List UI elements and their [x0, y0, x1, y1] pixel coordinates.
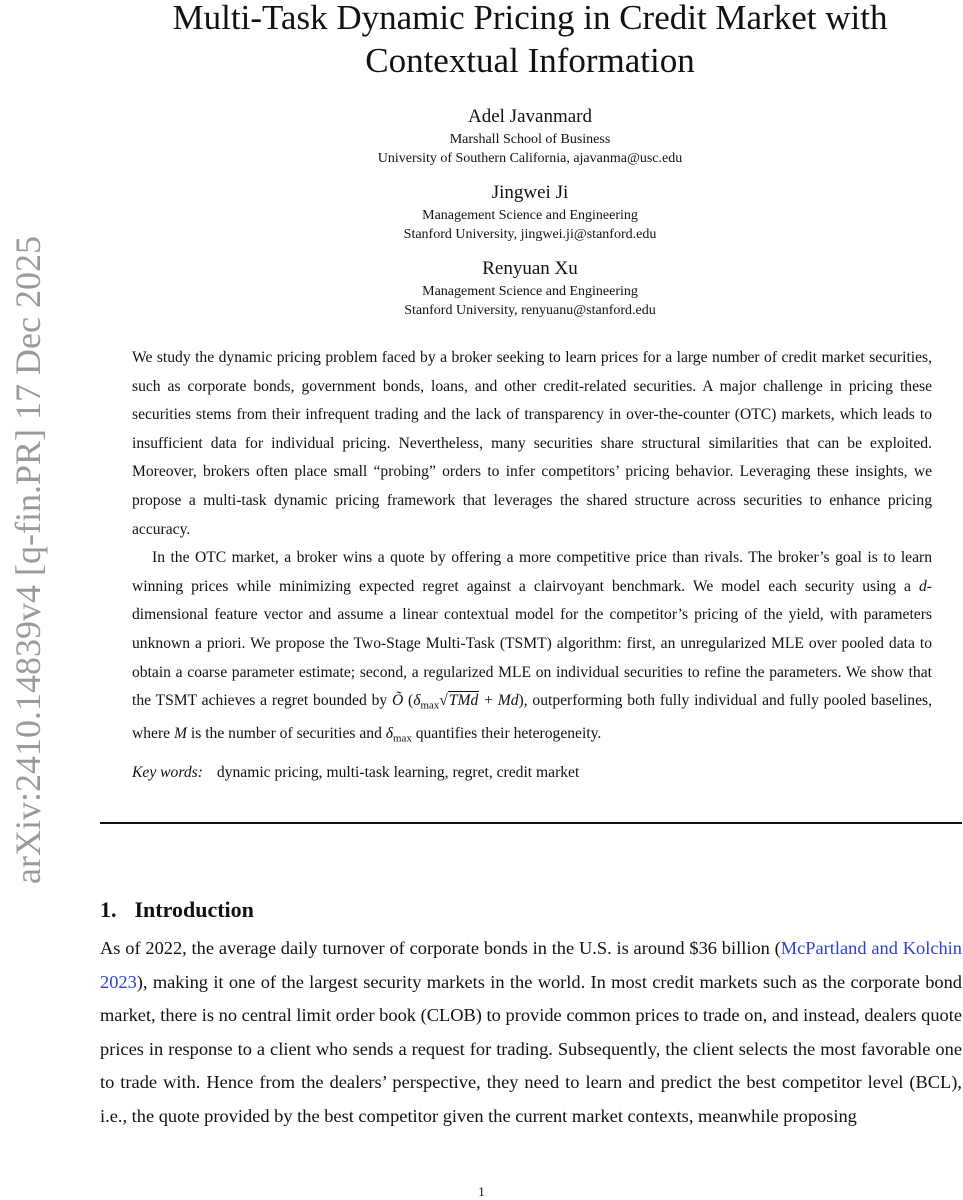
introduction-body [100, 932, 962, 1134]
keywords-label: Key words: [132, 763, 203, 781]
regret-bound-formula: Õ $(\delta_{max}√TMd + Md)$ [391, 692, 524, 712]
abstract-paragraph-2: In the OTC market, a broker wins a quote by offering a more competitive price than rivals. The broker’s goal is to learn winning prices while minimizing expected regret against a clairvoyant benchmark. We model each security using a d-dimensional feature vector and assume a linear contextual model for the competitor’s pricing of the yield, with parameters unknown a priori. We propose the Two-Stage Multi-Task (TSMT) algorithm: first, an unregularized MLE over pooled data to obtain a coarse parameter estimate; second, a regularized MLE on individual securities to refine the parameters. We show that the TSMT achieves a regret bounded by Õ $(\delta_{max}√TMd + Md)$, outperforming both fully individual and fully pooled baselines, where M is the number of securities and $\delta_{max}$ quantifies their heterogeneity. [132, 549, 932, 745]
author-1 [230, 104, 830, 168]
author-affiliation: Stanford University, jingwei.ji@stanford.edu [403, 227, 657, 242]
paper-title [90, 0, 963, 82]
author-name: Jingwei Ji [491, 182, 569, 203]
section-number: 1. [100, 897, 117, 922]
author-3 [230, 256, 830, 320]
title-line-1: Multi-Task Dynamic Pricing in Credit Market with [172, 0, 888, 37]
author-affiliation: Management Science and Engineering [422, 208, 638, 223]
page-number: 1 [478, 1184, 485, 1199]
title-line-2: Contextual Information [365, 41, 695, 80]
abstract-paragraph-1: We study the dynamic pricing problem faced by a broker seeking to learn prices for a large number of credit market securities, such as corporate bonds, government bonds, loans, and other credit-related securities. A major challenge in pricing these securities stems from their infrequent trading and the lack of transparency in over-the-counter (OTC) markets, which leads to insufficient data for individual pricing. Nevertheless, many securities share structural similarities that can be exploited. Moreover, brokers often place small “probing” orders to infer competitors’ pricing behavior. Leveraging these insights, we propose a multi-task dynamic pricing framework that leverages the shared structure across securities to enhance pricing accuracy. [132, 349, 932, 538]
author-2 [230, 180, 830, 244]
author-name: Renyuan Xu [482, 258, 578, 279]
arxiv-stamp: arXiv:2410.14839v4 [q-fin.PR] 17 Dec 2025 [8, 236, 48, 884]
author-block [230, 104, 830, 332]
section-heading-introduction [100, 894, 254, 926]
abstract [132, 344, 932, 787]
author-affiliation: University of Southern California, ajavanma@usc.edu [377, 151, 683, 166]
author-name: Adel Javanmard [468, 106, 592, 127]
section-title: Introduction [134, 897, 254, 922]
intro-paragraph: As of 2022, the average daily turnover of corporate bonds in the U.S. is around $36 billion (McPartland and Kolchin 2023), making it one of the largest security markets in the world. In most credit markets such as the corporate bond market, there is no central limit order book (CLOB) to provide common prices to trade on, and instead, dealers quote prices in response to a client who sends a request for trading. Subsequently, the client selects the most favorable one to trade with. Hence from the dealers’ perspective, they need to learn and predict the best competitor level (BCL), i.e., the quote provided by the best competitor given the current market contexts, meanwhile proposing [100, 938, 962, 1126]
author-affiliation: Management Science and Engineering [422, 284, 638, 299]
citation-link[interactable]: McPartland and Kolchin 2023 [100, 938, 962, 992]
author-affiliation: Marshall School of Business [449, 132, 611, 147]
abstract-divider [100, 822, 962, 824]
keywords [132, 759, 932, 788]
author-affiliation: Stanford University, renyuanu@stanford.edu [404, 303, 656, 318]
keywords-list: dynamic pricing, multi-task learning, regret, credit market [216, 763, 580, 781]
